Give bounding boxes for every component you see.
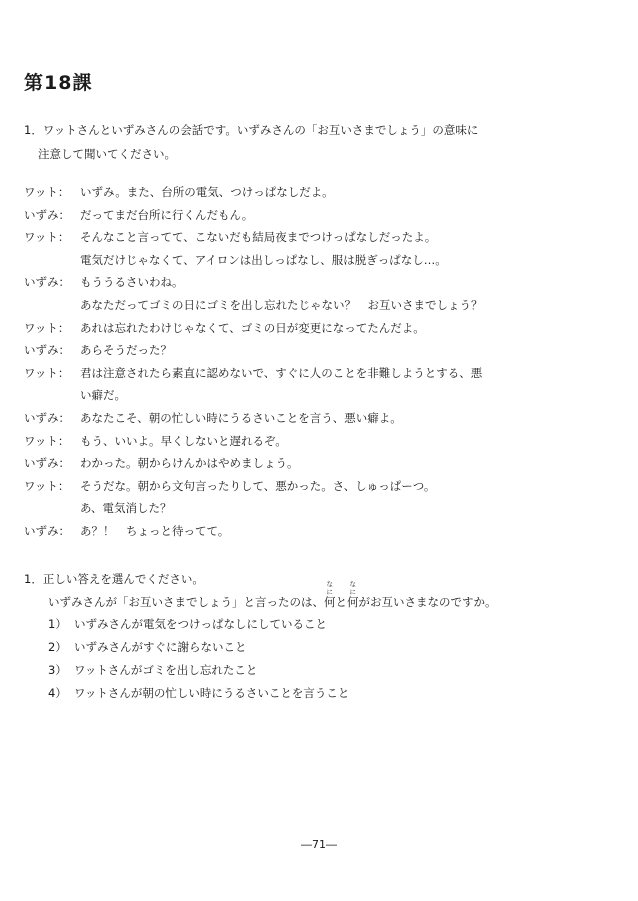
dialogue-turn — [24, 271, 504, 316]
option-text: いずみさんがすぐに謝らないこと — [74, 640, 247, 654]
dialogue-turn — [24, 226, 504, 271]
option-number: 4） — [48, 686, 67, 700]
utterance-line: あなたこそ、朝の忙しい時にうるさいことを言う、悪い癖よ。 — [80, 410, 402, 425]
option-text: ワットさんがゴミを出し忘れたこと — [74, 663, 258, 677]
utterance-line: そんなこと言ってて、こないだも結局夜までつけっぱなしだったよ。 — [80, 230, 437, 245]
speaker-label: いずみ： — [24, 343, 70, 358]
ruby-reading-2: なに — [349, 579, 356, 596]
speaker-label: いずみ： — [24, 410, 70, 425]
question-title: 1．正しい答えを選んでください。 — [24, 572, 204, 586]
ruby-base-2: 何 — [347, 594, 359, 609]
ruby-nani-1 — [324, 579, 336, 614]
dialogue-turn — [24, 430, 504, 453]
option-number: 2） — [48, 640, 67, 654]
answer-option — [48, 636, 504, 659]
speaker-label: いずみ： — [24, 275, 70, 290]
ruby-base-1: 何 — [324, 594, 336, 609]
utterance-line: だってまだ台所に行くんだもん。 — [80, 207, 254, 222]
utterance — [80, 362, 504, 407]
utterance — [80, 520, 504, 543]
prompt-text-1: いずみさんが「お互いさまでしょう」と言ったのは、 — [48, 594, 324, 609]
dialogue-turn — [24, 452, 504, 475]
dialogue-turn — [24, 407, 504, 430]
dialogue-turn — [24, 362, 504, 407]
dialogue-turn — [24, 181, 504, 204]
dialogue-turn — [24, 339, 504, 362]
speaker-label: ワット： — [24, 185, 70, 199]
prompt-text-2: と — [335, 594, 347, 609]
dialogue-turn — [24, 520, 504, 543]
utterance-line: い癖だ。 — [80, 388, 126, 403]
utterance-line: あなただってゴミの日にゴミを出し忘れたじゃない？ お互いさまでしょう？ — [80, 297, 483, 312]
utterance — [80, 204, 504, 227]
answer-option — [48, 682, 504, 705]
page-number: ―71― — [301, 838, 337, 851]
speaker-label: いずみ： — [24, 523, 70, 538]
utterance — [80, 430, 504, 453]
dialogue-turn — [24, 475, 504, 520]
lesson-title: 第18課 — [24, 72, 93, 94]
utterance-line: あれは忘れたわけじゃなくて、ゴミの日が変更になってたんだよ。 — [80, 320, 425, 335]
utterance — [80, 271, 504, 316]
dialogue-turn — [24, 317, 504, 340]
utterance-line: もう、いいよ。早くしないと遅れるぞ。 — [80, 433, 287, 448]
instruction — [24, 118, 504, 166]
speaker-label: ワット： — [24, 230, 70, 245]
utterance — [80, 317, 504, 340]
utterance-line: あ、電気消した？ — [80, 501, 172, 516]
option-number: 1） — [48, 617, 67, 631]
utterance-line: あらそうだった？ — [80, 343, 172, 358]
speaker-label: ワット： — [24, 478, 70, 493]
answer-option — [48, 659, 504, 682]
ruby-nani-2 — [347, 579, 359, 614]
utterance-line: 君は注意されたら素直に認めないで、すぐに人のことを非難しようとする、悪 — [80, 365, 483, 380]
option-number: 3） — [48, 663, 67, 677]
utterance — [80, 181, 504, 204]
speaker-label: ワット： — [24, 365, 70, 380]
speaker-label: いずみ： — [24, 456, 70, 471]
option-text: いずみさんが電気をつけっぱなしにしていること — [74, 617, 327, 631]
speaker-label: ワット： — [24, 320, 70, 335]
prompt-text-3: がお互いさまなのですか。 — [358, 594, 497, 609]
dialogue-turn — [24, 204, 504, 227]
utterance — [80, 475, 504, 520]
answer-options — [24, 613, 504, 705]
utterance — [80, 452, 504, 475]
utterance-line: あ？！ ちょっと待ってて。 — [80, 523, 230, 538]
answer-option — [48, 613, 504, 636]
utterance-line: 電気だけじゃなくて、アイロンは出しっぱなし、服は脱ぎっぱなし…。 — [80, 252, 447, 267]
instruction-line-1: 1．ワットさんといずみさんの会話です。いずみさんの「お互いさまでしょう」の意味に — [24, 123, 479, 137]
utterance-line: いずみ。また、台所の電気、つけっぱなしだよ。 — [80, 185, 334, 199]
utterance — [80, 226, 504, 271]
utterance-line: もううるさいわね。 — [80, 275, 184, 290]
speaker-label: ワット： — [24, 433, 70, 448]
instruction-line-2: 注意して聞いてください。 — [38, 147, 176, 161]
option-text: ワットさんが朝の忙しい時にうるさいことを言うこと — [74, 686, 350, 700]
question-section — [24, 568, 504, 705]
utterance — [80, 407, 504, 430]
utterance-line: そうだな。朝から文句言ったりして、悪かった。さ、しゅっぱーつ。 — [80, 478, 436, 493]
speaker-label: いずみ： — [24, 207, 70, 222]
dialogue — [24, 181, 504, 543]
utterance-line: わかった。朝からけんかはやめましょう。 — [80, 456, 299, 471]
ruby-reading-1: なに — [326, 579, 333, 596]
utterance — [80, 339, 504, 362]
